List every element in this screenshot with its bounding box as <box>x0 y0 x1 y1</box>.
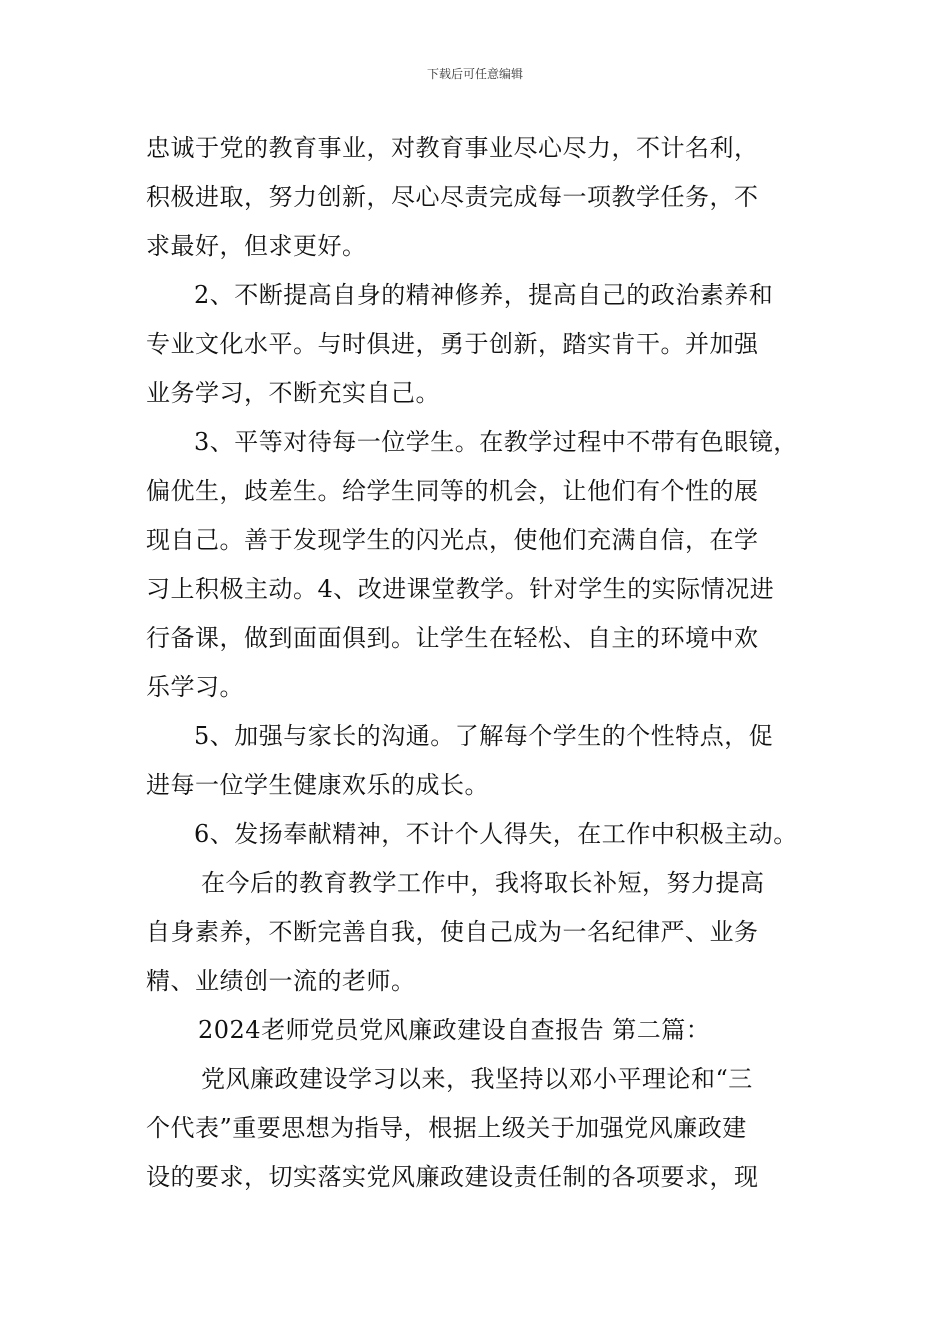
text-line: 精、业绩创一流的老师。 <box>146 967 416 995</box>
text-line: 自身素养，不断完善自我，使自己成为一名纪律严、业务 <box>146 918 759 946</box>
text-line: 5、加强与家长的沟通。了解每个学生的个性特点，促 <box>194 722 774 750</box>
text-line: 积极进取，努力创新，尽心尽责完成每一项教学任务，不 <box>146 183 759 211</box>
text-line: 乐学习。 <box>146 673 244 701</box>
text-line: 业务学习，不断充实自己。 <box>146 379 440 407</box>
text-line: 3、平等对待每一位学生。在教学过程中不带有色眼镜， <box>194 428 798 456</box>
text-line: 求最好，但求更好。 <box>146 232 367 260</box>
text-line: 党风廉政建设学习以来，我坚持以邓小平理论和“三 <box>201 1065 753 1093</box>
text-line: 6、发扬奉献精神，不计个人得失，在工作中积极主动。 <box>194 820 798 848</box>
text-line: 在今后的教育教学工作中，我将取长补短，努力提高 <box>201 869 765 897</box>
text-line: 进每一位学生健康欢乐的成长。 <box>146 771 489 799</box>
page-header: 下载后可任意编辑 <box>426 67 523 81</box>
text-line: 偏优生，歧差生。给学生同等的机会，让他们有个性的展 <box>146 477 759 505</box>
text-line: 设的要求，切实落实党风廉政建设责任制的各项要求，现 <box>146 1163 759 1191</box>
text-line: 2024老师党员党风廉政建设自查报告 第二篇： <box>198 1016 711 1044</box>
text-line: 习上积极主动。4、改进课堂教学。针对学生的实际情况进 <box>146 575 775 603</box>
document-body <box>146 124 826 1202</box>
text-line: 行备课，做到面面俱到。让学生在轻松、自主的环境中欢 <box>146 624 759 652</box>
text-line: 个代表”重要思想为指导，根据上级关于加强党风廉政建 <box>146 1114 747 1142</box>
text-line: 2、不断提高自身的精神修养，提高自己的政治素养和 <box>194 281 774 309</box>
text-line: 专业文化水平。与时俱进，勇于创新，踏实肯干。并加强 <box>146 330 759 358</box>
text-line: 忠诚于党的教育事业，对教育事业尽心尽力，不计名利， <box>146 134 759 162</box>
text-line: 现自己。善于发现学生的闪光点，使他们充满自信，在学 <box>146 526 759 554</box>
